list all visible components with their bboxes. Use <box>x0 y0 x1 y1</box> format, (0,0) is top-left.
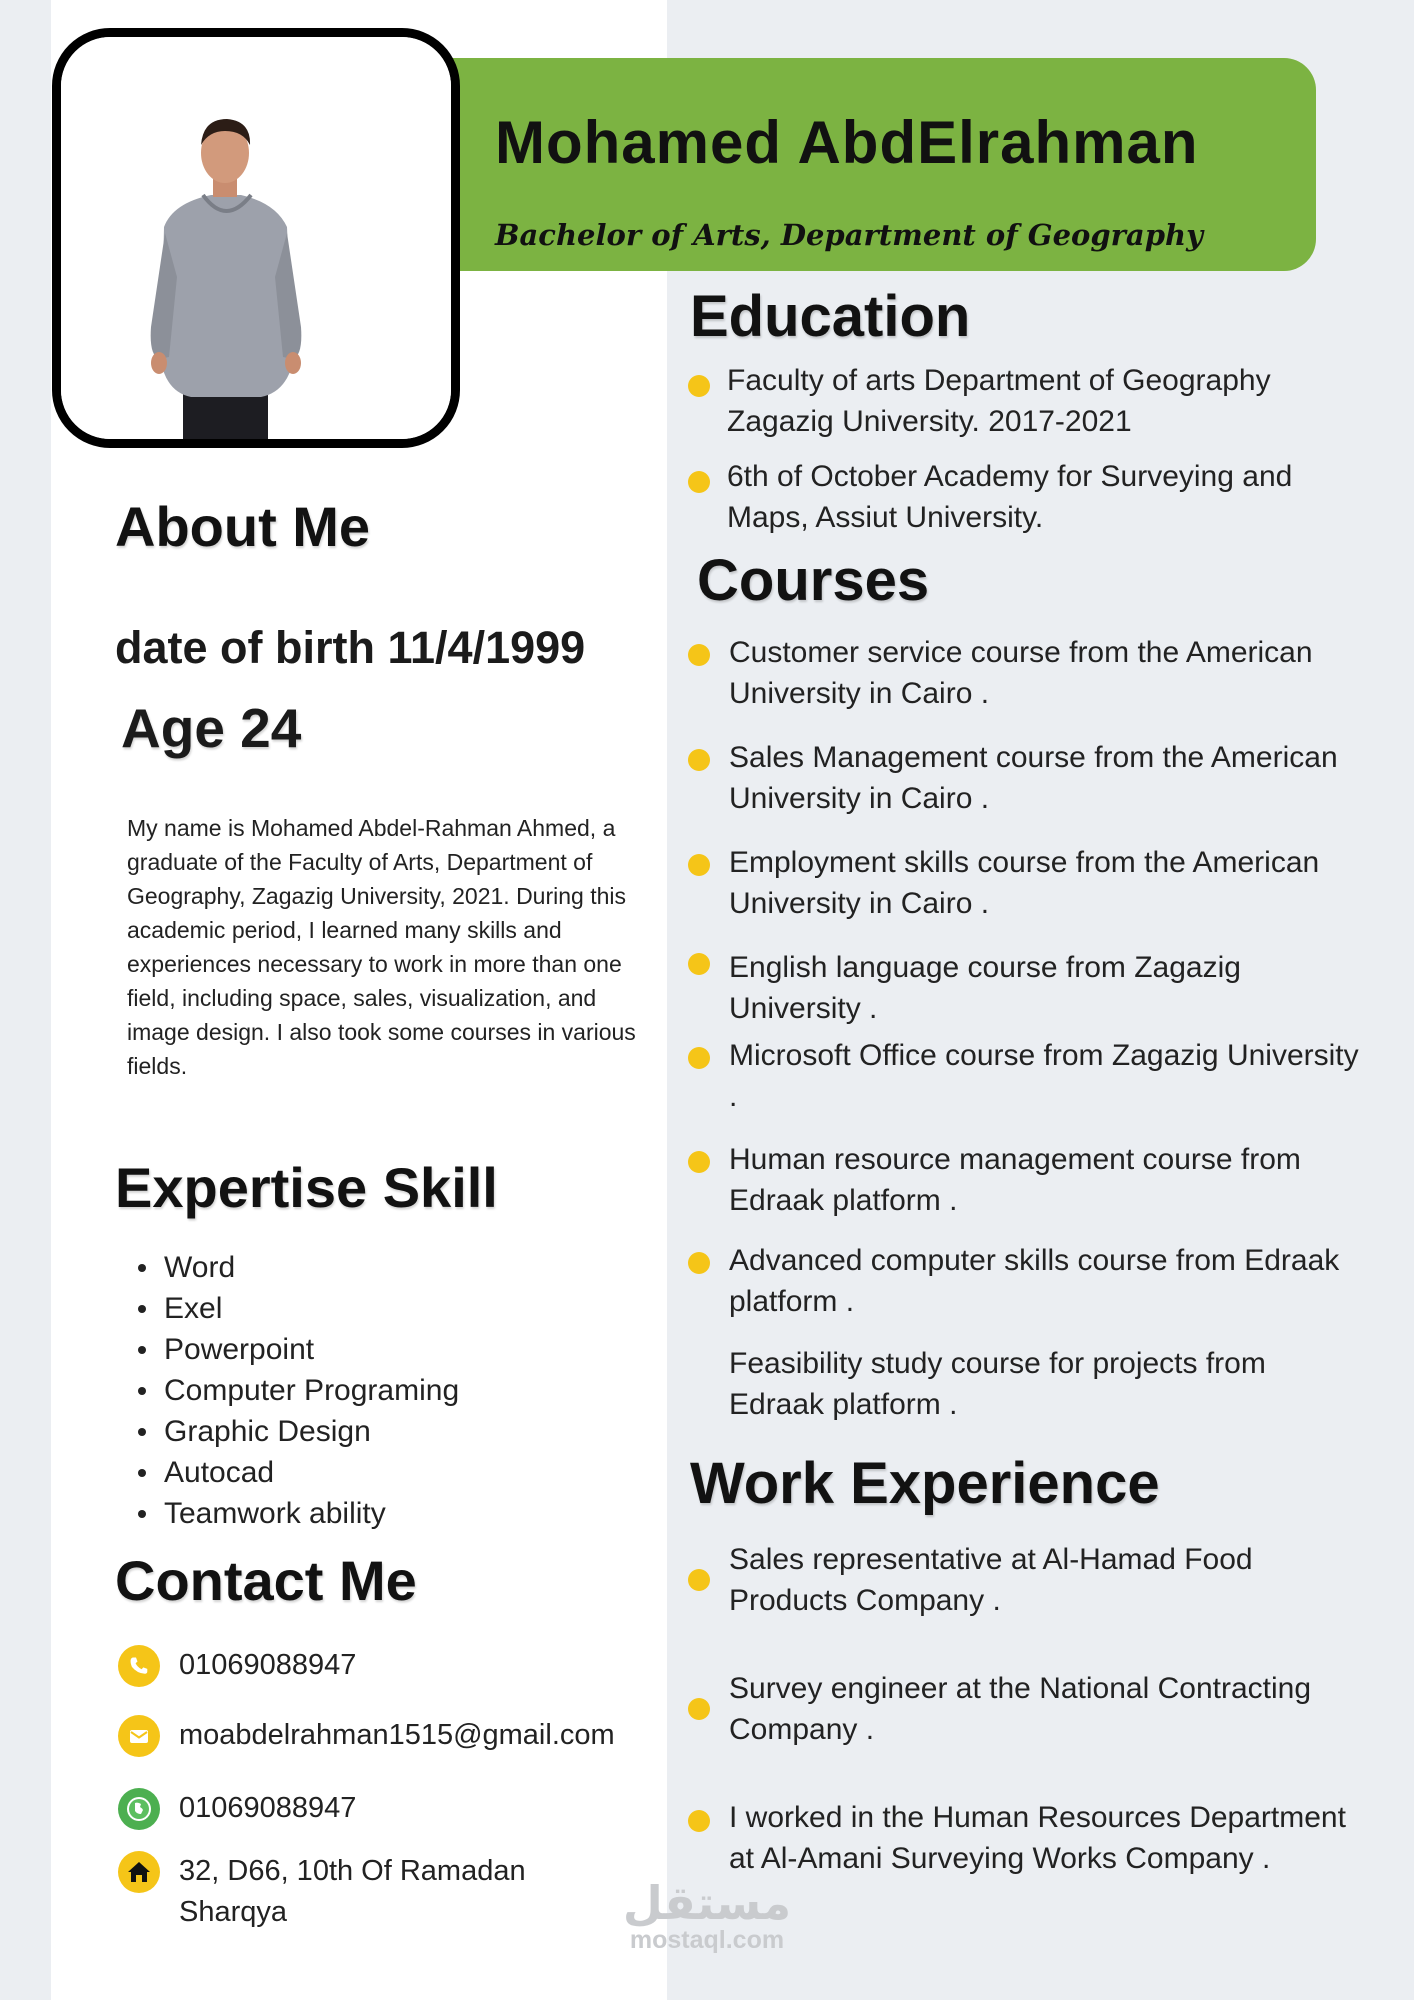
skills-heading: Expertise Skill <box>115 1156 498 1219</box>
bullet-dot <box>138 1428 146 1436</box>
education-entry: 6th of October Academy for Surveying and Maps, Assiut University. <box>727 460 1293 534</box>
skill-label: Autocad <box>164 1456 275 1489</box>
course-entry: Feasibility study course for projects from Edraak platform . <box>729 1347 1266 1421</box>
phone-number[interactable]: 01069088947 <box>179 1649 357 1681</box>
bullet-dot <box>688 953 710 975</box>
about-heading: About Me <box>115 495 371 558</box>
date-of-birth: date of birth 11/4/1999 <box>115 622 586 673</box>
bullet-dot <box>688 749 710 771</box>
course-entry: Advanced computer skills course from Edraak platform . <box>729 1244 1340 1318</box>
list-item <box>138 1493 459 1534</box>
degree-subtitle: Bachelor of Arts, Department of Geography <box>495 218 1203 252</box>
bullet-dot <box>688 1047 710 1069</box>
contact-heading: Contact Me <box>115 1549 417 1612</box>
list-item <box>138 1370 459 1411</box>
skill-label: Computer Programing <box>164 1374 460 1407</box>
watermark-arabic: مستقل <box>622 1877 792 1929</box>
course-entry: Customer service course from the American University in Cairo . <box>729 636 1313 710</box>
person-name: Mohamed AbdElrahman <box>495 109 1199 176</box>
phone-icon <box>118 1645 160 1687</box>
work-heading: Work Experience <box>690 1451 1160 1516</box>
courses-heading: Courses <box>697 548 930 613</box>
skill-label: Exel <box>164 1292 223 1325</box>
bullet-dot <box>138 1346 146 1354</box>
course-entry: Employment skills course from the American University in Cairo . <box>729 846 1320 920</box>
skill-label: Word <box>164 1251 236 1284</box>
bullet-dot <box>138 1469 146 1477</box>
bullet-dot <box>688 854 710 876</box>
bullet-dot <box>138 1305 146 1313</box>
home-icon <box>118 1851 160 1893</box>
bullet-dot <box>688 471 710 493</box>
list-item <box>138 1247 459 1288</box>
profile-photo <box>52 28 460 448</box>
contact-address-row <box>118 1851 579 1933</box>
list-item <box>138 1288 459 1329</box>
bullet-dot <box>688 1810 710 1832</box>
work-entry: Survey engineer at the National Contracting Company . <box>729 1672 1312 1746</box>
course-entry: English language course from Zagazig University . <box>729 951 1241 1025</box>
work-entry: I worked in the Human Resources Department at Al-Amani Surveying Works Company . <box>729 1801 1346 1875</box>
bullet-dot <box>688 375 710 397</box>
email-icon <box>118 1715 160 1757</box>
postal-address: 32, D66, 10th Of Ramadan Sharqya <box>179 1855 526 1928</box>
skill-label: Teamwork ability <box>164 1497 386 1530</box>
contact-phone-row <box>118 1645 356 1687</box>
watermark <box>622 1877 792 1954</box>
education-entry: Faculty of arts Department of Geography Zagazig University. 2017-2021 <box>727 364 1271 438</box>
skills-list <box>138 1247 459 1534</box>
bullet-dot <box>688 1569 710 1591</box>
list-item <box>138 1411 459 1452</box>
about-paragraph: My name is Mohamed Abdel-Rahman Ahmed, a graduate of the Faculty of Arts, Department of Geography, Zagazig University, 2021. During this academic period, I learned many skills and experiences necessary to work in more than one field, including space, sales, visualization, and image design. I also took some courses in various fields. <box>127 815 636 1079</box>
work-entry: Sales representative at Al-Hamad Food Products Company . <box>729 1543 1253 1617</box>
person-illustration <box>61 37 451 439</box>
email-address[interactable]: moabdelrahman1515@gmail.com <box>179 1719 615 1751</box>
course-entry: Sales Management course from the American University in Cairo . <box>729 741 1338 815</box>
contact-email-row <box>118 1715 615 1757</box>
contact-whatsapp-row <box>118 1788 356 1830</box>
skill-label: Graphic Design <box>164 1415 371 1448</box>
bullet-dot <box>688 644 710 666</box>
bullet-dot <box>688 1698 710 1720</box>
bullet-dot <box>688 1252 710 1274</box>
bullet-dot <box>688 1151 710 1173</box>
course-entry: Human resource management course from Edraak platform . <box>729 1143 1301 1217</box>
age: Age 24 <box>121 697 302 759</box>
bullet-dot <box>138 1510 146 1518</box>
whatsapp-number[interactable]: 01069088947 <box>179 1792 357 1824</box>
watermark-latin: mostaql.com <box>629 1926 785 1954</box>
bullet-dot <box>138 1264 146 1272</box>
list-item <box>138 1452 459 1493</box>
list-item <box>138 1329 459 1370</box>
education-heading: Education <box>690 284 971 349</box>
bullet-dot <box>138 1387 146 1395</box>
whatsapp-icon <box>118 1788 160 1830</box>
skill-label: Powerpoint <box>164 1333 315 1366</box>
course-entry: Microsoft Office course from Zagazig University . <box>729 1039 1359 1113</box>
